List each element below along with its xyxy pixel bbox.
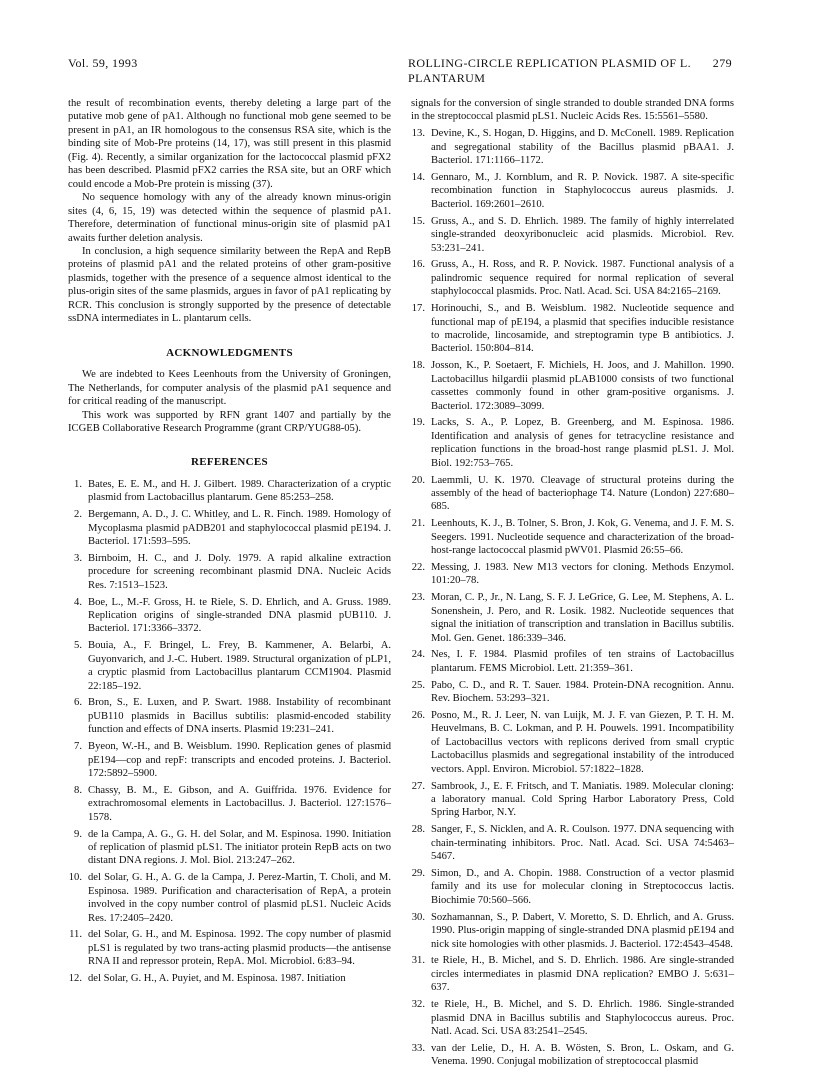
reference-text: Posno, M., R. J. Leer, N. van Luijk, M. J. F. van Giezen, P. T. H. M. Heuvelmans, B. C. Lokman, and P. H. Pouwels. 1991. Incompatibility of Lactobacillus vectors with replicons derived from small cryptic Lactobacillus plasmids and segregational instability of the introduced vectors. Appl. Environ. Microbiol. 57:1822–1828. <box>431 710 734 775</box>
reference-text: Simon, D., and A. Chopin. 1988. Construction of a vector plasmid family and its use for molecular cloning in Streptococcus lactis. Biochimie 70:560–566. <box>431 868 734 906</box>
reference-text: te Riele, H., B. Michel, and S. D. Ehrlich. 1986. Are single-stranded circles intermediates in plasmid DNA replication? EMBO J. 5:631–637. <box>431 955 734 994</box>
volume-label: Vol. 59, 1993 <box>68 56 138 70</box>
references-heading: REFERENCES <box>191 456 268 469</box>
reference-text: Sambrook, J., E. F. Fritsch, and T. Maniatis. 1989. Molecular cloning: a laboratory manual. Cold Spring Harbor Laboratory Press, Cold Spring Harbor, N.Y. <box>431 780 734 819</box>
reference-item <box>68 596 391 636</box>
reference-number: 13. <box>411 128 425 140</box>
reference-item <box>68 928 391 968</box>
running-header <box>68 56 732 85</box>
reference-text: Nes, I. F. 1984. Plasmid profiles of ten strains of Lactobacillus plantarum. FEMS Microbiol. Lett. 21:359–361. <box>431 649 734 674</box>
reference-number: 6. <box>74 697 82 709</box>
reference-number: 8. <box>74 784 82 796</box>
reference-item <box>411 127 734 167</box>
reference-number: 23. <box>411 592 425 604</box>
reference-number: 2. <box>74 509 82 521</box>
reference-item <box>68 871 391 925</box>
reference-item <box>411 911 734 951</box>
reference-text: del Solar, G. H., A. Puyiet, and M. Espinosa. 1987. Initiation <box>88 973 346 985</box>
reference-item <box>411 215 734 255</box>
reference-number: 12. <box>68 973 82 985</box>
reference-text: Sozhamannan, S., P. Dabert, V. Moretto, S. D. Ehrlich, and A. Gruss. 1990. Plus-origin mapping of single-stranded DNA plasmid pE194 and nick site homologies with other plasmids. J. Bacteriol. 172:4543–4548. <box>431 911 734 950</box>
right-column <box>411 97 734 1072</box>
reference-number: 17. <box>411 303 425 315</box>
reference-item <box>68 552 391 592</box>
reference-item <box>411 1042 734 1069</box>
reference-number: 24. <box>411 649 425 661</box>
reference-item <box>68 508 391 548</box>
reference-number: 27. <box>411 780 425 792</box>
reference-item <box>411 780 734 820</box>
reference-text: Birnboim, H. C., and J. Doly. 1979. A rapid alkaline extraction procedure for screening recombinant plasmid DNA. Nucleic Acids Res. 7:1513–1523. <box>88 552 391 591</box>
reference-text: van der Lelie, D., H. A. B. Wösten, S. Bron, L. Oskam, and G. Venema. 1990. Conjugal mobilization of streptococcal plasmid <box>431 1042 734 1068</box>
reference-text: te Riele, H., B. Michel, and S. D. Ehrlich. 1986. Single-stranded plasmid DNA in Bacillus subtilis and Staphylococcus aureus. Proc. Natl. Acad. Sci. USA 83:2541–2545. <box>431 999 734 1037</box>
reference-text: Pabo, C. D., and R. T. Sauer. 1984. Protein-DNA recognition. Annu. Rev. Biochem. 53:293–321. <box>431 679 734 705</box>
reference-number: 22. <box>411 562 425 573</box>
reference-item <box>411 359 734 413</box>
reference-item <box>411 517 734 557</box>
reference-number: 3. <box>74 552 82 564</box>
reference-item <box>411 474 734 514</box>
reference-item <box>411 591 734 645</box>
reference-text: Leenhouts, K. J., B. Tolner, S. Bron, J. Kok, G. Venema, and J. F. M. S. Seegers. 1991. Nucleotide sequence and characterization of the broad-host-range lactococcal plasmid pWV01. Plasmid 26:55–66. <box>431 518 734 557</box>
reference-text: Devine, K., S. Hogan, D. Higgins, and D. McConell. 1989. Replication and segregational stability of the Bacillus plasmid pBAA1. J. Bacteriol. 171:1166–1172. <box>431 128 734 167</box>
reference-item <box>411 648 734 675</box>
reference-number: 9. <box>74 828 82 840</box>
reference-item <box>411 302 734 356</box>
reference-text: del Solar, G. H., A. G. de la Campa, J. Perez-Martin, T. Choli, and M. Espinosa. 1989. Purification and characterisation of RepA, a protein involved in the copy number control of plasmid pLS1. Nucleic Acids Res. 17:2405–2420. <box>88 872 391 924</box>
reference-number: 10. <box>68 872 82 884</box>
reference-number: 4. <box>74 596 82 608</box>
body-paragraph: the result of recombination events, thereby deleting a large part of the putative mob gene of pA1. Although no functional mob gene seemed to be present in pA1, an IR homologous to the consensus RSA site, which is the binding site of Mob-Pre proteins (14, 17), was still present in this plasmid (Fig. 4). Recently, a similar organization for the lactococcal plasmid pFX2 has been described. Plasmid pFX2 carries the RSA site, but an ORF which could encode a Mob-Pre protein is missing (37). <box>68 98 391 190</box>
reference-number: 30. <box>411 911 425 923</box>
reference-number: 21. <box>411 518 425 530</box>
reference-number: 26. <box>411 710 425 722</box>
reference-text: de la Campa, A. G., G. H. del Solar, and M. Espinosa. 1990. Initiation of replication of plasmid pLS1. The initiator protein RepB acts on two distant DNA regions. J. Mol. Biol. 213:247–262. <box>88 828 391 867</box>
reference-item <box>68 478 391 505</box>
acknowledgments-heading: ACKNOWLEDGMENTS <box>166 346 293 359</box>
reference-item <box>411 823 734 863</box>
reference-number: 18. <box>411 360 425 372</box>
reference-text: Bron, S., E. Luxen, and P. Swart. 1988. Instability of recombinant pUB110 plasmids in Bacillus subtilis: plasmid-encoded stability function and effects of DNA inserts. Plasmid 19:231–241. <box>88 697 391 736</box>
acknowledgments-paragraph: This work was supported by RFN grant 1407 and partially by the ICGEB Collaborative Research Programme (grant CRP/YUG88-05). <box>68 409 391 434</box>
reference-text: Boe, L., M.-F. Gross, H. te Riele, S. D. Ehrlich, and A. Gruss. 1989. Replication origins of single-stranded DNA plasmid pUB110. J. Bacteriol. 171:3366–3372. <box>88 596 391 635</box>
reference-text: Bergemann, A. D., J. C. Whitley, and L. R. Finch. 1989. Homology of Mycoplasma plasmid pADB201 and staphylococcal plasmid pE194. J. Bacteriol. 171:593–595. <box>88 509 391 547</box>
reference-item <box>411 416 734 470</box>
reference-list <box>411 97 734 1069</box>
reference-text: Lacks, S. A., P. Lopez, B. Greenberg, and M. Espinosa. 1986. Identification and analysis of genes for tetracycline resistance and replication functions in the broad-host range plasmid pLS1. J. Mol. Biol. 192:753–765. <box>431 417 734 469</box>
reference-item <box>68 972 391 985</box>
reference-text: Sanger, F., S. Nicklen, and A. R. Coulson. 1977. DNA sequencing with chain-terminating inhibitors. Proc. Natl. Acad. Sci. USA 74:5463–5467. <box>431 824 734 863</box>
reference-number: 16. <box>411 259 425 271</box>
reference-text: Bouia, A., F. Bringel, L. Frey, B. Kammener, A. Belarbi, A. Guyonvarich, and J.-C. Hubert. 1989. Structural organization of pLP1, a cryptic plasmid from Lactobacillus plantarum CCM1904. Plasmid 22:185–192. <box>88 640 391 692</box>
reference-number: 20. <box>411 474 425 486</box>
reference-text: Chassy, B. M., E. Gibson, and A. Guiffrida. 1976. Evidence for extrachromosomal elements in Lactobacillus. J. Bacteriol. 127:1576–1578. <box>88 784 391 823</box>
reference-item <box>68 740 391 780</box>
reference-item <box>68 784 391 824</box>
reference-item <box>411 998 734 1038</box>
reference-number: 33. <box>411 1042 425 1054</box>
reference-text: Bates, E. E. M., and H. J. Gilbert. 1989. Characterization of a cryptic plasmid from Lactobacillus plantarum. Gene 85:253–258. <box>88 478 391 504</box>
page-number: 279 <box>712 56 732 70</box>
reference-text: Moran, C. P., Jr., N. Lang, S. F. J. LeGrice, G. Lee, M. Stephens, A. L. Sonenshein, J. Pero, and R. Losik. 1982. Nucleotide sequences that signal the initiation of transcription and translation in Bacillus subtilis. Mol. Gen. Genet. 186:339–346. <box>431 592 734 644</box>
reference-item <box>411 97 734 124</box>
reference-text: Messing, J. 1983. New M13 vectors for cloning. Methods Enzymol. 101:20–78. <box>431 562 734 587</box>
reference-text: Horinouchi, S., and B. Weisblum. 1982. Nucleotide sequence and functional map of pE194, a plasmid that specifies inducible resistance to macrolide, lincosamide, and streptogramin type B antibiotics. J. Bacteriol. 150:804–814. <box>431 303 734 355</box>
reference-number: 28. <box>411 824 425 836</box>
reference-number: 32. <box>411 999 425 1011</box>
reference-text: signals for the conversion of single stranded to double stranded DNA forms in the streptococcal plasmid pLS1. Nucleic Acids Res. 15:5561–5580. <box>411 98 734 123</box>
reference-item <box>411 171 734 211</box>
reference-number: 1. <box>74 478 82 490</box>
body-paragraph: In conclusion, a high sequence similarity between the RepA and RepB proteins of plasmid pA1 and the related proteins of other gram-positive plasmids, together with the presence of a sequence almost identical to the plus-origin sites of the same plasmids, argues in favor of pA1 replicating by RCR. This conclusion is strongly supported by the presence of detectable ssDNA intermediates in L. plantarum cells. <box>68 245 391 325</box>
reference-number: 14. <box>411 172 425 184</box>
reference-item <box>411 561 734 588</box>
reference-number: 25. <box>411 679 425 691</box>
reference-item <box>411 258 734 298</box>
reference-item <box>411 954 734 994</box>
reference-text: Gruss, A., and S. D. Ehrlich. 1989. The family of highly interrelated single-stranded deoxyribonucleic acid plasmids. Microbiol. Rev. 53:231–241. <box>431 215 734 254</box>
reference-number: 19. <box>411 417 425 429</box>
reference-text: Laemmli, U. K. 1970. Cleavage of structural proteins during the assembly of the head of bacteriophage T4. Nature (London) 227:680–685. <box>431 474 734 513</box>
body-paragraph: No sequence homology with any of the already known minus-origin sites (4, 6, 15, 19) was detected within the sequence of plasmid pA1. Therefore, determination of functional minus-origin site of plasmid pA1 awaits further deletion analysis. <box>68 192 391 244</box>
reference-item <box>411 709 734 776</box>
acknowledgments-paragraph: We are indebted to Kees Leenhouts from the University of Groningen, The Netherlands, for computer analysis of the plasmid pA1 sequence and for critical reading of the manuscript. <box>68 369 391 408</box>
reference-text: Byeon, W.-H., and B. Weisblum. 1990. Replication genes of plasmid pE194—cop and repF: transcripts and encoded proteins. J. Bacteriol. 172:5892–5900. <box>88 741 391 779</box>
reference-text: del Solar, G. H., and M. Espinosa. 1992. The copy number of plasmid pLS1 is regulated by two trans-acting plasmid products—the antisense RNA II and repressor protein, RepA. Mol. Microbiol. 6:83–94. <box>88 929 391 968</box>
reference-number: 5. <box>74 640 82 652</box>
reference-number: 7. <box>74 741 82 753</box>
reference-text: Josson, K., P. Soetaert, F. Michiels, H. Joos, and J. Mahillon. 1990. Lactobacillus hilgardii plasmid pLAB1000 consists of two functional cassettes commonly found in other gram-positive organisms. J. Bacteriol. 172:3089–3099. <box>431 360 734 412</box>
reference-text: Gennaro, M., J. Kornblum, and R. P. Novick. 1987. A site-specific recombination function in Staphylococcus aureus plasmids. J. Bacteriol. 169:2601–2610. <box>431 172 734 210</box>
reference-item <box>68 696 391 736</box>
reference-item <box>68 828 391 868</box>
reference-number: 11. <box>69 929 82 941</box>
reference-list <box>68 478 391 986</box>
reference-item <box>411 867 734 907</box>
reference-text: Gruss, A., H. Ross, and R. P. Novick. 1987. Functional analysis of a palindromic sequence required for normal replication of several staphylococcal plasmids. Proc. Natl. Acad. Sci. USA 84:2165–2169. <box>431 259 734 298</box>
reference-item <box>68 639 391 693</box>
reference-item <box>411 679 734 706</box>
reference-number: 29. <box>411 868 425 880</box>
left-column <box>68 97 391 989</box>
reference-number: 31. <box>411 955 425 967</box>
running-title: ROLLING-CIRCLE REPLICATION PLASMID OF L. PLANTARUM <box>408 56 691 85</box>
reference-number: 15. <box>411 215 425 227</box>
